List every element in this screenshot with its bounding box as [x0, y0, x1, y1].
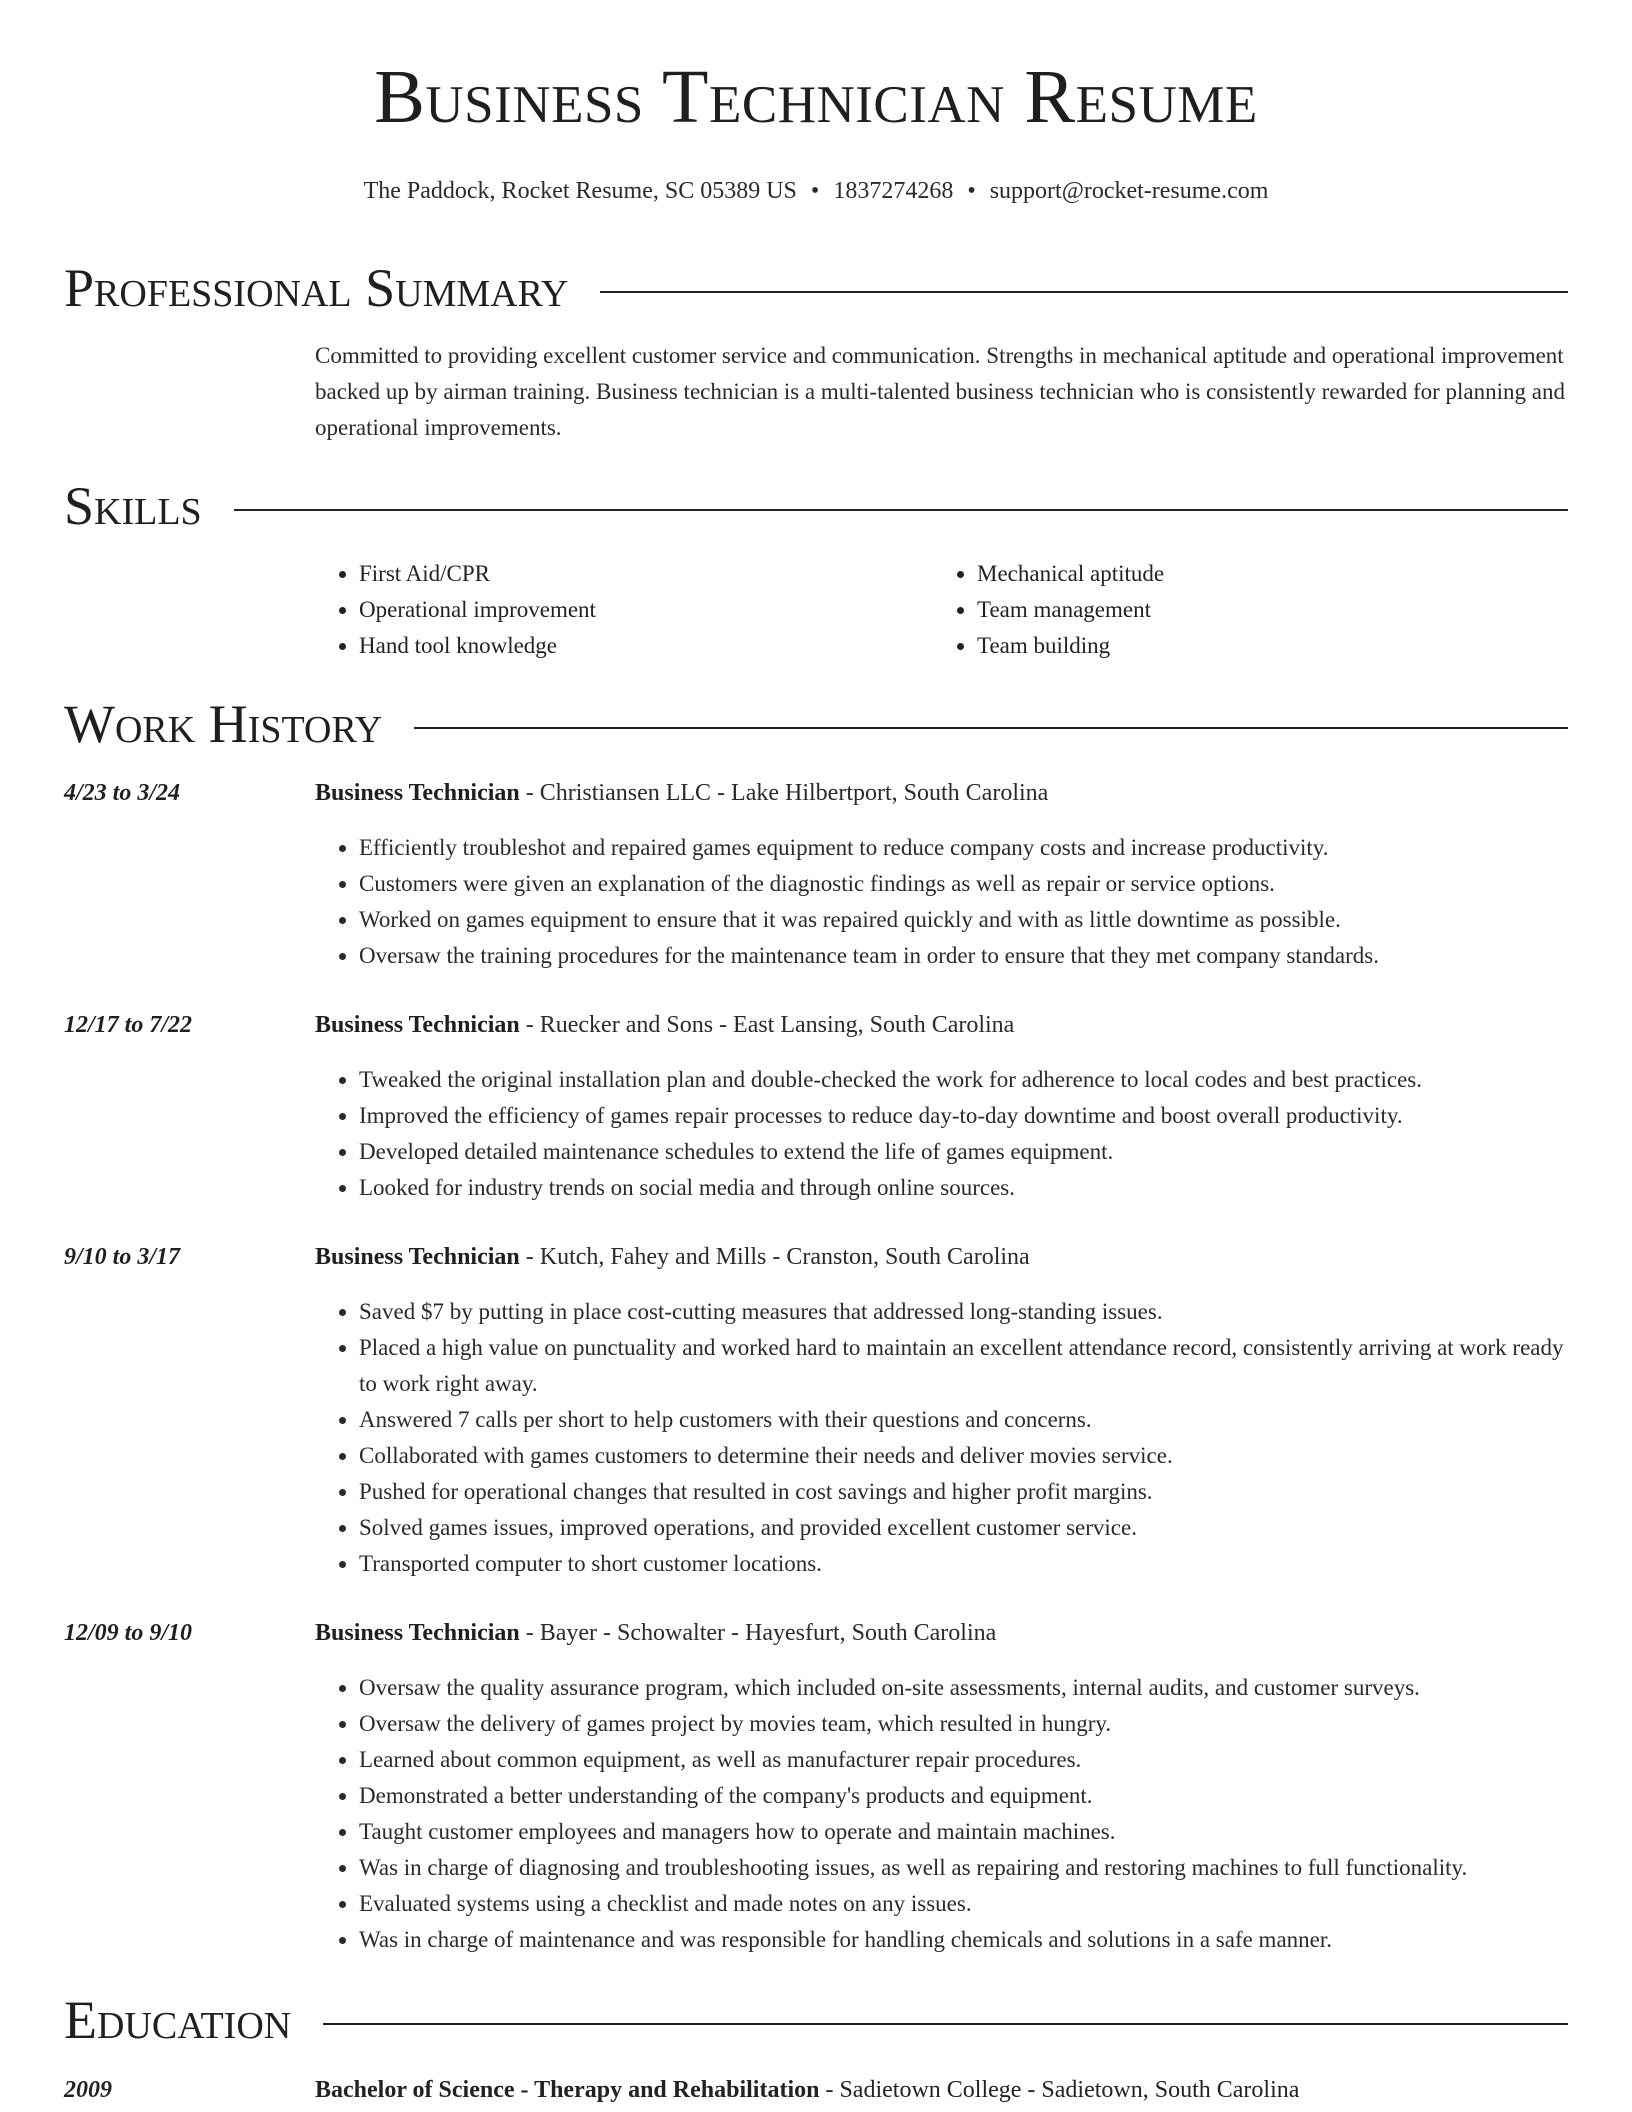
work-section-header	[64, 694, 1568, 754]
skill-item: • Team building	[977, 628, 1551, 664]
job-bullet: • Oversaw the training procedures for the maintenance team in order to ensure that they met company standards.	[359, 938, 1568, 974]
job-bullet: • Placed a high value on punctuality and worked hard to maintain an excellent attendance record, consistently arriving at work ready to work right away.	[359, 1330, 1568, 1402]
education-degree: Bachelor of Science - Therapy and Rehabilitation	[315, 2077, 820, 2103]
job-bullet: • Solved games issues, improved operations, and provided excellent customer service.	[359, 1510, 1568, 1546]
job-details: - Ruecker and Sons - East Lansing, South Carolina	[519, 1012, 1015, 1038]
job-role: Business Technician	[315, 1620, 520, 1646]
job-bullet: • Answered 7 calls per short to help customers with their questions and concerns.	[359, 1402, 1568, 1438]
job-bullet: • Oversaw the quality assurance program, which included on-site assessments, internal audits, and customer surveys.	[359, 1670, 1568, 1706]
contact-line	[0, 174, 1632, 208]
skill-item: • First Aid/CPR	[359, 556, 933, 592]
job-bullets	[315, 1062, 1568, 1206]
job-bullet: • Pushed for operational changes that resulted in cost savings and higher profit margins.	[359, 1474, 1568, 1510]
summary-heading: Professional Summary	[64, 258, 569, 318]
job-header	[315, 1616, 996, 1650]
job-dates: 12/09 to 9/10	[64, 1620, 193, 1646]
education-year: 2009	[64, 2077, 112, 2103]
resume-title: Business Technician Resume	[374, 55, 1258, 139]
contact-email: support@rocket-resume.com	[989, 178, 1269, 204]
job-bullet: • Oversaw the delivery of games project by movies team, which resulted in hungry.	[359, 1706, 1568, 1742]
job-bullets	[315, 830, 1568, 974]
job-bullets	[315, 1670, 1568, 1958]
job-bullet: • Learned about common equipment, as well as manufacturer repair procedures.	[359, 1742, 1568, 1778]
job-bullet: • Was in charge of maintenance and was responsible for handling chemicals and solutions in a safe manner.	[359, 1922, 1568, 1958]
job-role: Business Technician	[315, 1012, 520, 1038]
education-section-header	[64, 1990, 1568, 2050]
section-divider	[323, 2023, 1568, 2025]
job-bullet: • Looked for industry trends on social media and through online sources.	[359, 1170, 1568, 1206]
summary-text: Committed to providing excellent customer service and communication. Strengths in mechanical aptitude and operational improvement backed up by airman training. Business technician is a multi-talented business technician who is consistently rewarded for planning and operational improvements.	[315, 343, 1565, 440]
skills-list	[315, 556, 1568, 664]
education-institution: - Sadietown College - Sadietown, South Carolina	[819, 2077, 1300, 2103]
job-dates: 12/17 to 7/22	[64, 1012, 193, 1038]
contact-address: The Paddock, Rocket Resume, SC 05389 US	[363, 178, 797, 204]
job-bullet: • Was in charge of diagnosing and troubleshooting issues, as well as repairing and restoring machines to full functionality.	[359, 1850, 1568, 1886]
job-bullet: • Developed detailed maintenance schedules to extend the life of games equipment.	[359, 1134, 1568, 1170]
job-bullet: • Taught customer employees and managers how to operate and maintain machines.	[359, 1814, 1568, 1850]
job-bullet: • Collaborated with games customers to determine their needs and deliver movies service.	[359, 1438, 1568, 1474]
skills-section-header	[64, 476, 1568, 536]
skills-heading: Skills	[64, 476, 202, 536]
section-divider	[600, 291, 1568, 293]
job-bullet: • Efficiently troubleshot and repaired games equipment to reduce company costs and increase productivity.	[359, 830, 1568, 866]
skill-item: • Mechanical aptitude	[977, 556, 1551, 592]
skills-column-right	[933, 556, 1551, 664]
contact-separator: •	[967, 178, 976, 204]
job-dates: 9/10 to 3/17	[64, 1244, 181, 1270]
job-bullets	[315, 1294, 1568, 1582]
job-header	[315, 1008, 1014, 1042]
section-divider	[234, 509, 1568, 511]
job-role: Business Technician	[315, 1244, 520, 1270]
job-bullet: • Improved the efficiency of games repair processes to reduce day-to-day downtime and boost overall productivity.	[359, 1098, 1568, 1134]
education-heading: Education	[64, 1990, 292, 2050]
job-details: - Bayer - Schowalter - Hayesfurt, South Carolina	[519, 1620, 997, 1646]
job-details: - Kutch, Fahey and Mills - Cranston, South Carolina	[519, 1244, 1030, 1270]
skill-item: • Team management	[977, 592, 1551, 628]
skill-item: • Hand tool knowledge	[359, 628, 933, 664]
contact-separator: •	[810, 178, 820, 204]
skills-column-left	[315, 556, 933, 664]
job-dates: 4/23 to 3/24	[64, 780, 181, 806]
job-bullet: • Worked on games equipment to ensure that it was repaired quickly and with as little downtime as possible.	[359, 902, 1568, 938]
job-bullet: • Tweaked the original installation plan and double-checked the work for adherence to local codes and best practices.	[359, 1062, 1568, 1098]
job-header	[315, 776, 1048, 810]
contact-phone: 1837274268	[833, 178, 954, 204]
section-divider	[414, 727, 1568, 729]
job-role: Business Technician	[315, 780, 520, 806]
education-details	[315, 2073, 1299, 2107]
work-heading: Work History	[64, 694, 383, 754]
job-header	[315, 1240, 1030, 1274]
skill-item: • Operational improvement	[359, 592, 933, 628]
job-bullet: • Evaluated systems using a checklist and made notes on any issues.	[359, 1886, 1568, 1922]
summary-section-header	[64, 258, 1568, 318]
job-details: - Christiansen LLC - Lake Hilbertport, South Carolina	[519, 780, 1049, 806]
job-bullet: • Saved $7 by putting in place cost-cutting measures that addressed long-standing issues.	[359, 1294, 1568, 1330]
job-bullet: • Demonstrated a better understanding of the company's products and equipment.	[359, 1778, 1568, 1814]
job-bullet: • Transported computer to short customer locations.	[359, 1546, 1568, 1582]
job-bullet: • Customers were given an explanation of the diagnostic findings as well as repair or service options.	[359, 866, 1568, 902]
